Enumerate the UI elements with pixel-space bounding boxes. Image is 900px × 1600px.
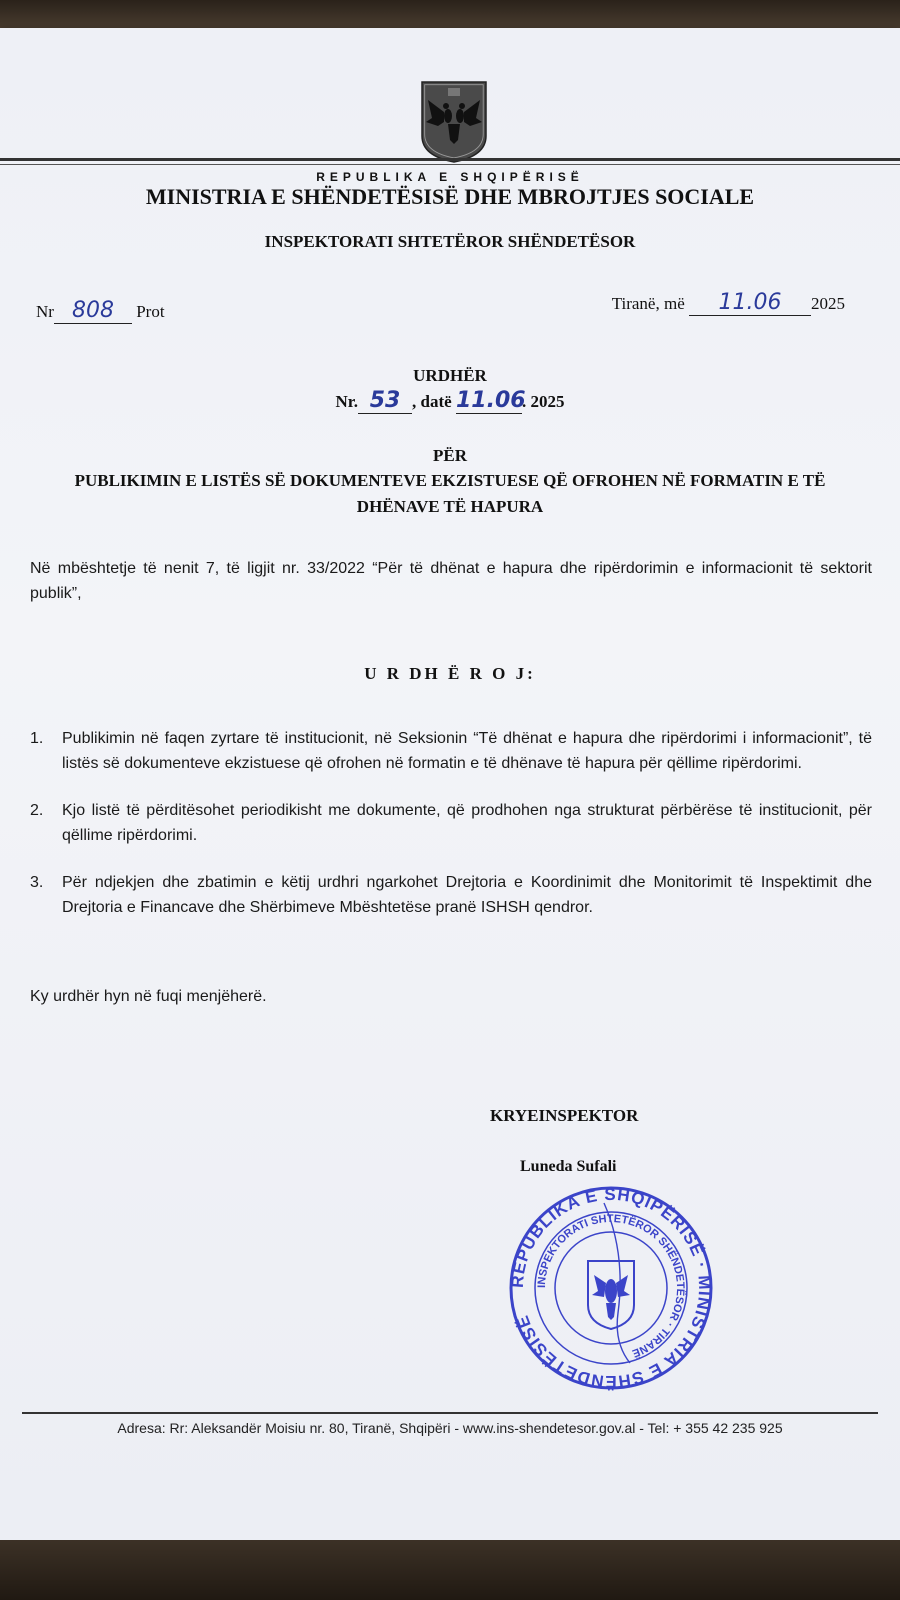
- order-title: URDHËR: [413, 366, 487, 385]
- stamp-eagle-icon: [588, 1261, 634, 1329]
- document-date: [612, 290, 845, 316]
- item-text: Për ndjekjen dhe zbatimin e këtij urdhri ngarkohet Drejtoria e Koordinimit dhe Monitorimit të Inspektimit dhe Drejtoria e Financave dhe Shërbimeve Mbështetëse pranë ISHSH qendror.: [62, 874, 872, 916]
- institution-heading: INSPEKTORATI SHTETËROR SHËNDETËSOR: [264, 232, 636, 251]
- item-text: Publikimin në faqen zyrtare të institucionit, në Seksionin “Të dhënat e hapura dhe ripërdorimi i informacionit”, të listës së dokumenteve ekzistuese që ofrohen në formatin e të dhënave të hapura për qëllime ripërdorimi.: [62, 730, 872, 772]
- republika-heading: REPUBLIKA E SHQIPËRISË: [316, 170, 584, 184]
- nr-label: Nr: [36, 302, 54, 321]
- header-divider-thin: [0, 164, 900, 165]
- decree-item: [30, 798, 872, 848]
- item-number: 3.: [30, 874, 44, 891]
- desk-background-top: [0, 0, 900, 30]
- intro-paragraph: Në mbështetje të nenit 7, të ligjit nr. 33/2022 “Për të dhënat e hapura dhe ripërdorimin e informacionit të sektorit publik”,: [30, 560, 872, 602]
- place-label: Tiranë, më: [611, 294, 685, 313]
- prot-label: Prot: [136, 302, 165, 321]
- year: 2025: [811, 294, 845, 313]
- albanian-emblem-icon: [418, 78, 490, 164]
- order-nr-value: 53: [369, 388, 401, 413]
- order-nr-label: Nr.: [335, 392, 359, 411]
- protocol-number: [36, 298, 165, 324]
- decree-item: [30, 870, 872, 920]
- item-number: 1.: [30, 730, 44, 747]
- footer-address: Adresa: Rr: Aleksandër Moisiu nr. 80, Tiranë, Shqipëri - www.ins-shendetesor.gov.al - Tel: + 355 42 235 925: [117, 1420, 783, 1436]
- item-number: 2.: [30, 802, 44, 819]
- document-page: [0, 28, 900, 1543]
- decree-item: [30, 726, 872, 776]
- official-stamp: [506, 1183, 716, 1393]
- header-divider: [0, 158, 900, 161]
- desk-background-bottom: [0, 1540, 900, 1600]
- decree-heading: U R DH Ë R O J:: [364, 664, 536, 683]
- stamp-outer-text: REPUBLIKA E SHQIPËRISË · MINISTRIA E SHËNDETËSISË: [507, 1184, 715, 1392]
- date-value: 11.06: [718, 290, 782, 315]
- order-year: . 2025: [521, 392, 565, 411]
- subject-text: PUBLIKIMIN E LISTËS SË DOKUMENTEVE EKZISTUESE QË OFROHEN NË FORMATIN E TË DHËNAVE TË HAPURA: [74, 471, 826, 516]
- order-date-value: 11.06: [455, 388, 526, 413]
- order-number-line: [0, 388, 900, 414]
- signer-name: Luneda Sufali: [520, 1158, 617, 1175]
- subject-per: PËR: [433, 446, 467, 465]
- item-text: Kjo listë të përditësohet periodikisht me dokumente, që prodhohen nga strukturat përbërëse të institucionit, për qëllime ripërdorimi.: [62, 802, 872, 844]
- ministry-heading: MINISTRIA E SHËNDETËSISË DHE MBROJTJES SOCIALE: [145, 184, 755, 209]
- protocol-number-value: 808: [71, 298, 114, 323]
- decree-items: [30, 726, 872, 942]
- footer-divider: [22, 1412, 878, 1414]
- signer-title: KRYEINSPEKTOR: [490, 1106, 639, 1125]
- closing-statement: Ky urdhër hyn në fuqi menjëherë.: [30, 988, 267, 1005]
- order-date-label: , datë: [412, 392, 452, 411]
- stamp-inner-text: INSPEKTORATI SHTETËROR SHËNDETËSOR · TIRANË: [535, 1212, 687, 1360]
